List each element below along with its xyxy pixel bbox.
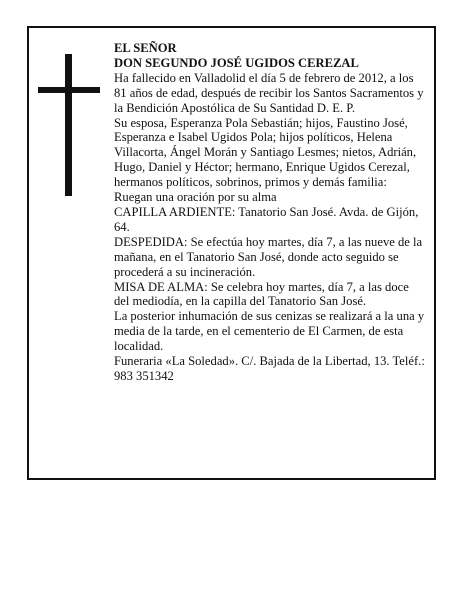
deceased-name: DON SEGUNDO JOSÉ UGIDOS CEREZAL: [114, 55, 359, 70]
cross-horizontal-bar: [38, 87, 100, 93]
cross-vertical-bar: [65, 54, 72, 196]
funeral-home-info: Funeraria «La Soledad». C/. Bajada de la Libertad, 13. Teléf.: 983 351342: [114, 354, 425, 383]
latin-cross-icon: [38, 54, 100, 196]
notice-body: [114, 41, 426, 384]
mass-info: MISA DE ALMA: Se celebra hoy martes, día 7, a las doce del mediodía, en la capilla del Tanatorio San José.: [114, 279, 409, 309]
prayer-request: Ruegan una oración por su alma: [114, 190, 277, 205]
burial-info: La posterior inhumación de sus cenizas se realizará a la una y media de la tarde, en el cementerio de El Carmen, de esta localidad.: [114, 309, 425, 354]
chapel-info: CAPILLA ARDIENTE: Tanatorio San José. Avda. de Gijón, 64.: [114, 204, 419, 234]
farewell-info: DESPEDIDA: Se efectúa hoy martes, día 7, a las nueve de la mañana, en el Tanatorio San José, donde acto seguido se procederá a su incineración.: [114, 234, 423, 279]
family-list: Su esposa, Esperanza Pola Sebastián; hijos, Faustino José, Esperanza e Isabel Ugidos Pola; hijos políticos, Helena Villacorta, Ángel Morán y Santiago Lesmes; nietos, Adrián, Hugo, Daniel y Héctor; hermano, Enrique Ugidos Cerezal, hermanos políticos, sobrinos, primos y demás familia:: [114, 115, 417, 190]
death-announcement: Ha fallecido en Valladolid el día 5 de febrero de 2012, a los 81 años de edad, después de recibir los Santos Sacramentos y la Bendición Apostólica de Su Santidad D. E. P.: [114, 70, 424, 115]
notice-heading: EL SEÑOR: [114, 41, 177, 55]
